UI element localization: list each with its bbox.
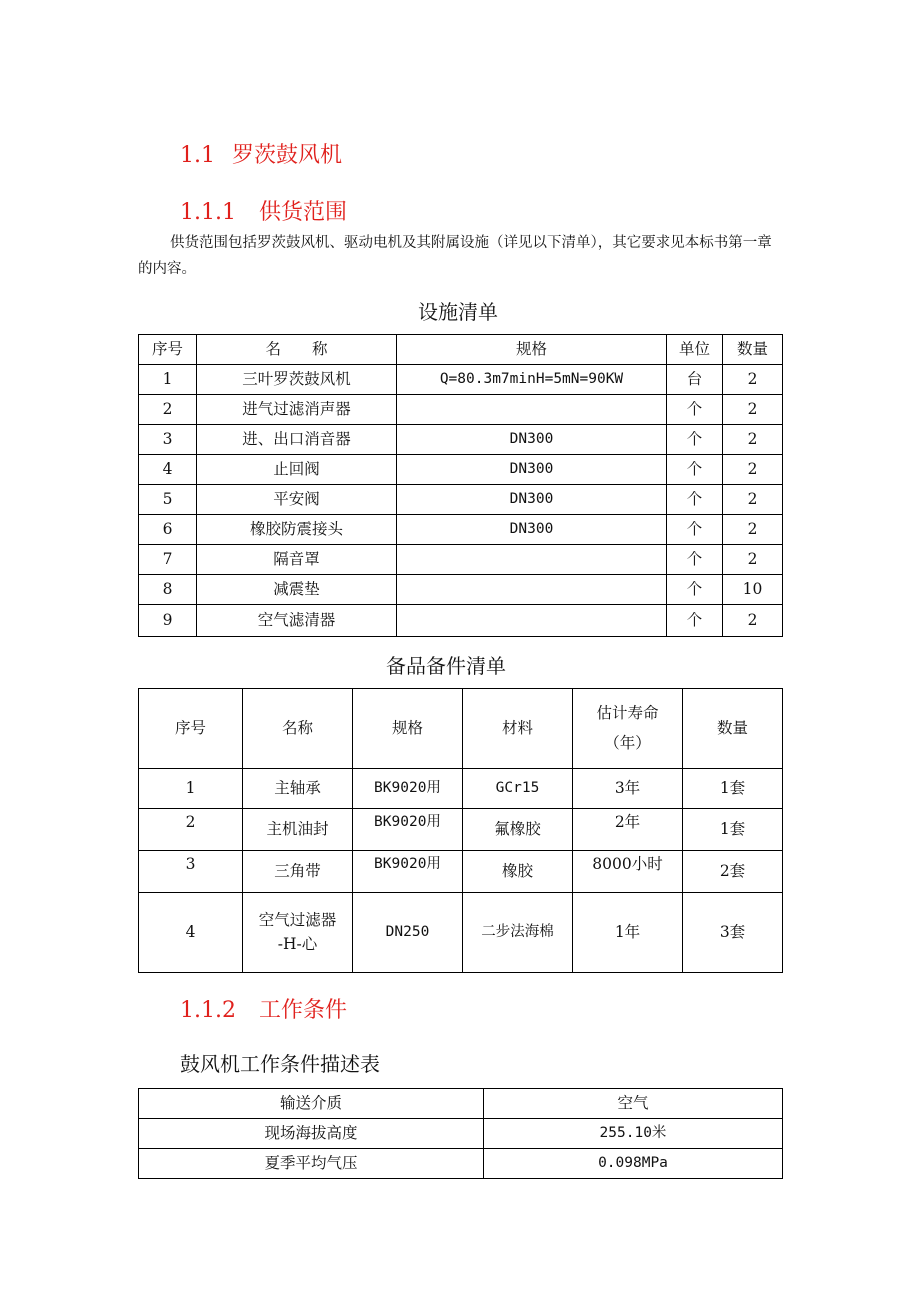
item-name: 空气滤清器	[197, 605, 397, 637]
header-cell: 序号	[139, 335, 197, 365]
item-spec	[397, 605, 667, 637]
table-row	[139, 1119, 783, 1149]
part-spec: DN250	[353, 893, 463, 973]
item-name: 进气过滤消声器	[197, 395, 397, 425]
table-row	[139, 605, 783, 637]
table-header-row	[139, 335, 783, 365]
part-material: 氟橡胶	[463, 809, 573, 851]
header-cell: 规格	[353, 689, 463, 769]
table-row	[139, 1089, 783, 1119]
item-name: 隔音罩	[197, 545, 397, 575]
part-material: 二步法海棉	[463, 893, 573, 973]
row-number: 1	[139, 769, 243, 809]
item-spec	[397, 395, 667, 425]
table-row	[139, 893, 783, 973]
part-life: 1年	[573, 893, 683, 973]
item-spec: DN300	[397, 515, 667, 545]
part-quantity: 1套	[683, 809, 783, 851]
header-cell: 数量	[683, 689, 783, 769]
heading-number: 1.1	[180, 143, 215, 168]
row-number: 6	[139, 515, 197, 545]
part-name: 主机油封	[266, 819, 329, 838]
item-unit: 个	[667, 455, 723, 485]
part-spec: BK9020用	[353, 851, 463, 893]
header-cell: 规格	[397, 335, 667, 365]
part-name-cell	[243, 851, 353, 893]
part-name: 空气过滤器	[258, 911, 337, 930]
supply-scope-paragraph: 供货范围包括罗茨鼓风机、驱动电机及其附属设施（详见以下清单），其它要求见本标书第一章的内容。	[138, 235, 772, 277]
item-quantity: 10	[723, 575, 783, 605]
header-life: 估计寿命	[596, 704, 659, 723]
row-number: 4	[139, 893, 243, 973]
row-number: 7	[139, 545, 197, 575]
part-life: 8000小时	[573, 851, 683, 893]
heading-number: 1.1.1	[180, 200, 236, 225]
condition-table	[138, 1088, 783, 1179]
row-number: 9	[139, 605, 197, 637]
item-quantity: 2	[723, 425, 783, 455]
item-name: 三叶罗茨鼓风机	[197, 365, 397, 395]
part-life: 2年	[573, 809, 683, 851]
item-quantity: 2	[723, 485, 783, 515]
spare-table-caption: 备品备件清单	[386, 654, 506, 678]
part-quantity: 2套	[683, 851, 783, 893]
heading-title: 罗茨鼓风机	[232, 143, 343, 168]
item-name: 止回阀	[197, 455, 397, 485]
item-unit: 个	[667, 395, 723, 425]
item-spec: Q=80.3m7minH=5mN=90KW	[397, 365, 667, 395]
part-name-cell	[243, 769, 353, 809]
table-row	[139, 455, 783, 485]
table-row	[139, 365, 783, 395]
part-name: 主轴承	[274, 778, 321, 797]
item-spec: DN300	[397, 455, 667, 485]
row-number: 8	[139, 575, 197, 605]
item-quantity: 2	[723, 515, 783, 545]
item-name: 橡胶防震接头	[197, 515, 397, 545]
item-name: 进、出口消音器	[197, 425, 397, 455]
condition-value: 空气	[484, 1089, 783, 1119]
table-row	[139, 425, 783, 455]
header-cell: 单位	[667, 335, 723, 365]
part-name-line2: -H-心	[277, 934, 318, 953]
heading-number: 1.1.2	[180, 998, 236, 1023]
row-number: 3	[139, 851, 243, 893]
table-header-row	[139, 689, 783, 769]
table-row	[139, 515, 783, 545]
table-row	[139, 575, 783, 605]
part-material: GCr15	[463, 769, 573, 809]
item-spec	[397, 575, 667, 605]
condition-value: 0.098MPa	[484, 1149, 783, 1179]
item-spec	[397, 545, 667, 575]
part-quantity: 3套	[683, 893, 783, 973]
facility-table-caption: 设施清单	[418, 300, 498, 324]
row-number: 3	[139, 425, 197, 455]
header-cell: 名称	[243, 689, 353, 769]
spare-parts-table	[138, 688, 783, 973]
table-row	[139, 1149, 783, 1179]
table-row	[139, 809, 783, 851]
row-number: 2	[139, 809, 243, 851]
part-life: 3年	[573, 769, 683, 809]
condition-label: 夏季平均气压	[139, 1149, 484, 1179]
header-cell: 数量	[723, 335, 783, 365]
condition-table-caption: 鼓风机工作条件描述表	[180, 1052, 380, 1076]
part-material: 橡胶	[463, 851, 573, 893]
header-cell	[573, 689, 683, 769]
item-quantity: 2	[723, 455, 783, 485]
item-quantity: 2	[723, 605, 783, 637]
item-unit: 个	[667, 515, 723, 545]
item-unit: 个	[667, 485, 723, 515]
row-number: 5	[139, 485, 197, 515]
item-quantity: 2	[723, 395, 783, 425]
table-row	[139, 485, 783, 515]
section-heading-1-1-1	[180, 195, 347, 226]
section-heading-1-1	[180, 138, 342, 169]
item-unit: 个	[667, 575, 723, 605]
item-quantity: 2	[723, 365, 783, 395]
condition-label: 现场海拔高度	[139, 1119, 484, 1149]
row-number: 4	[139, 455, 197, 485]
header-cell: 材料	[463, 689, 573, 769]
header-life-unit: （年）	[604, 733, 651, 752]
part-spec: BK9020用	[353, 809, 463, 851]
table-row	[139, 545, 783, 575]
part-name: 三角带	[274, 861, 321, 880]
condition-label: 输送介质	[139, 1089, 484, 1119]
table-row	[139, 851, 783, 893]
header-cell: 序号	[139, 689, 243, 769]
part-name-cell	[243, 893, 353, 973]
part-name-cell	[243, 809, 353, 851]
table-row	[139, 769, 783, 809]
item-name: 平安阀	[197, 485, 397, 515]
row-number: 2	[139, 395, 197, 425]
part-quantity: 1套	[683, 769, 783, 809]
part-spec: BK9020用	[353, 769, 463, 809]
heading-title: 工作条件	[259, 998, 348, 1023]
item-spec: DN300	[397, 425, 667, 455]
facility-table	[138, 334, 783, 637]
heading-title: 供货范围	[259, 200, 348, 225]
item-quantity: 2	[723, 545, 783, 575]
table-row	[139, 395, 783, 425]
section-heading-1-1-2	[180, 993, 347, 1024]
item-unit: 个	[667, 425, 723, 455]
header-cell: 名 称	[197, 335, 397, 365]
row-number: 1	[139, 365, 197, 395]
item-unit: 台	[667, 365, 723, 395]
item-unit: 个	[667, 545, 723, 575]
item-spec: DN300	[397, 485, 667, 515]
condition-value: 255.10米	[484, 1119, 783, 1149]
item-unit: 个	[667, 605, 723, 637]
item-name: 减震垫	[197, 575, 397, 605]
